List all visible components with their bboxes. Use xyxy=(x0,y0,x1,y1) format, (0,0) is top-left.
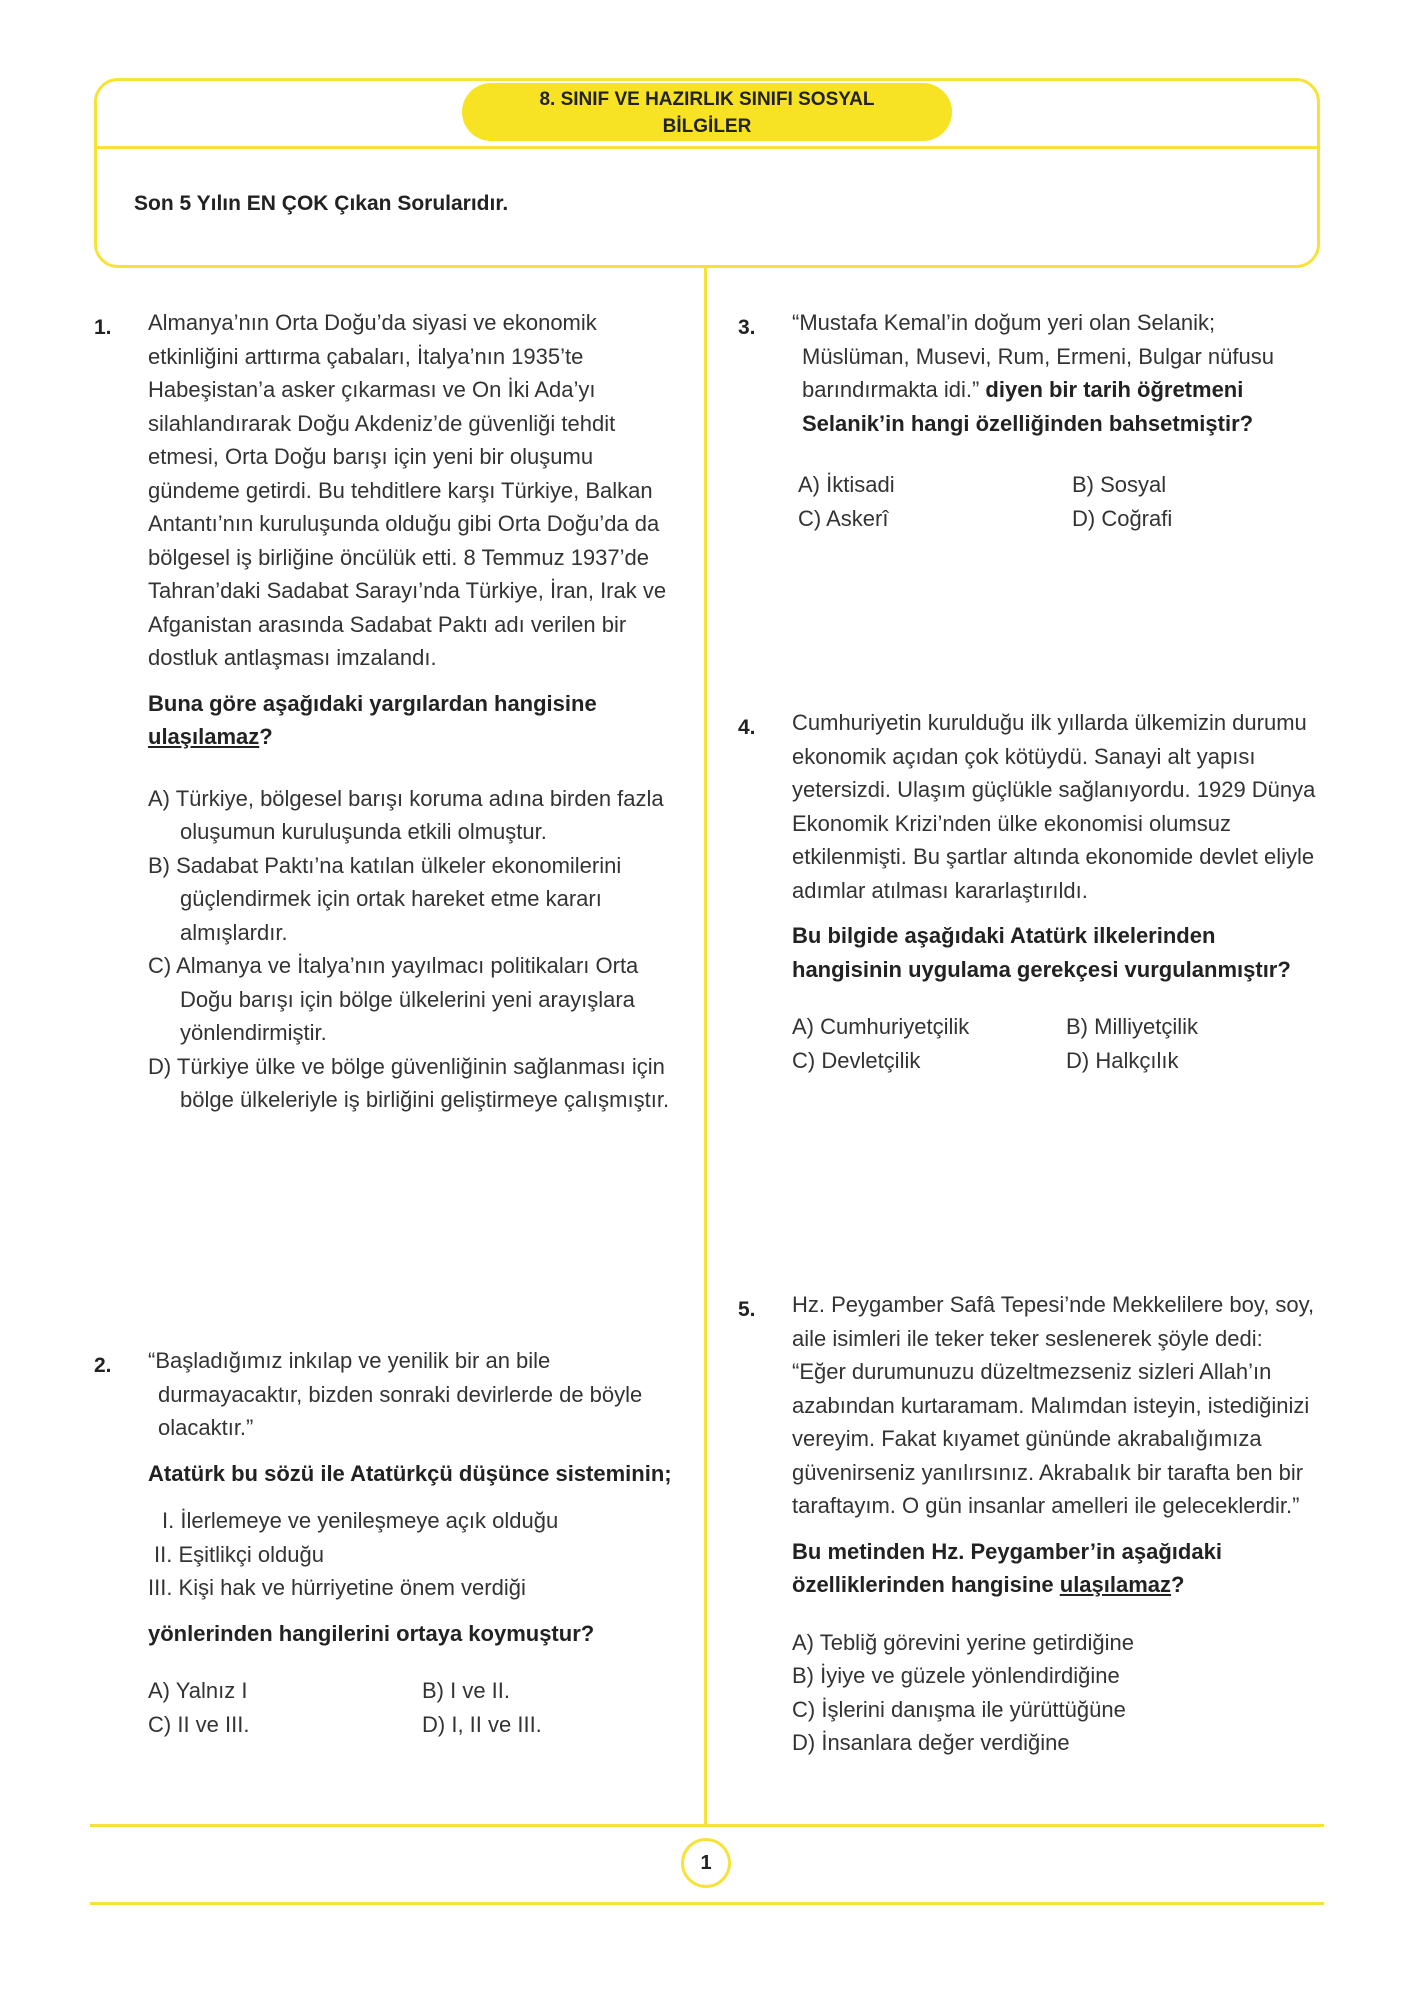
question-1-options xyxy=(148,782,678,1117)
footer-line-top xyxy=(90,1824,1324,1827)
question-2-prompt-2: yönlerinden hangilerini ortaya koymuştur? xyxy=(148,1620,595,1646)
question-5-prompt: Bu metinden Hz. Peygamber’in aşağıdaki özelliklerinden hangisine ulaşılamaz? xyxy=(792,1538,1222,1597)
header-divider xyxy=(94,146,1320,149)
question-3-number: 3. xyxy=(738,316,756,339)
question-5-text: Hz. Peygamber Safâ Tepesi’nde Mekkelilere boy, soy, aile isimleri ile teker teker seslenerek şöyle dedi: “Eğer durumunuzu düzeltmezseniz sizleri Allah’ın azabından kurtaramam. Malımdan isteyin, istediğinizi vereyim. Fakat kıyamet gününde akrabalığımıza güvenirseniz yanılırsınız. Akrabalık bir tarafta ben bir taraftayım. O gün insanlar amelleri ile geleceklerdir.” xyxy=(792,1292,1315,1518)
question-2-text: “Başladığımız inkılap ve yenilik bir an bile durmayacaktır, bizden sonraki devirlerde de böyle olacaktır.” xyxy=(148,1348,643,1440)
question-2-item-1: I. İlerlemeye ve yenileşmeye açık olduğu xyxy=(162,1508,559,1533)
question-2-option-c[interactable]: C) II ve III. xyxy=(148,1711,250,1737)
page-number: 1 xyxy=(681,1838,731,1888)
question-1 xyxy=(148,306,678,1117)
question-2-option-b[interactable]: B) I ve II. xyxy=(422,1678,511,1703)
question-3-stem xyxy=(792,306,1322,440)
page-title xyxy=(462,83,952,141)
question-5-number: 5. xyxy=(738,1298,756,1321)
question-2-option-d[interactable]: D) I, II ve III. xyxy=(422,1711,542,1737)
question-4-text: Cumhuriyetin kurulduğu ilk yıllarda ülkemizin durumu ekonomik açıdan çok kötüydü. Sanayi alt yapısı yetersizdi. Ulaşım güçlükle sağlanıyordu. 1929 Dünya Ekonomik Krizi’nden ülke ekonomisi olumsuz etkilenmişti. Bu şartlar altında ekonomide devlet eliyle adımlar atılması kararlaştırıldı. xyxy=(792,710,1316,903)
question-5-options xyxy=(792,1626,1322,1760)
question-2-item-3: III. Kişi hak ve hürriyetine önem verdiği xyxy=(148,1575,526,1600)
question-3-prompt: diyen bir tarih öğretmeni Selanik’in hangi özelliğinden bahsetmiştir? xyxy=(802,377,1254,436)
question-5-option-b[interactable]: B) İyiye ve güzele yönlendirdiğine xyxy=(792,1663,1120,1688)
question-5 xyxy=(792,1288,1322,1760)
question-4-option-b[interactable]: B) Milliyetçilik xyxy=(1066,1014,1198,1039)
question-2-number: 2. xyxy=(94,1354,112,1377)
question-4-option-c[interactable]: C) Devletçilik xyxy=(792,1047,921,1073)
question-1-option-b[interactable]: B) Sadabat Paktı’na katılan ülkeler ekonomilerini güçlendirmek için ortak hareket etme kararı almışlardır. xyxy=(148,852,622,945)
question-3-option-c[interactable]: C) Askerî xyxy=(798,505,889,531)
question-4-options xyxy=(792,1010,1322,1077)
title-line-2: BİLGİLER xyxy=(662,116,752,137)
question-3-option-b[interactable]: B) Sosyal xyxy=(1072,472,1167,497)
question-2-prompt: Atatürk bu sözü ile Atatürkçü düşünce sisteminin; xyxy=(148,1460,672,1486)
question-1-number: 1. xyxy=(94,316,112,339)
question-1-text: Almanya’nın Orta Doğu’da siyasi ve ekonomik etkinliğini arttırma çabaları, İtalya’nın 1935’te Habeşistan’a asker çıkarması ve On İki Ada’yı silahlandırarak Doğu Akdeniz’de güvenliği tehdit etmesi, Orta Doğu barışı için yeni bir oluşumu gündeme getirdi. Bu tehditlere karşı Türkiye, Balkan Antantı’nın kuruluşunda olduğu gibi Orta Doğu’da da bölgesel iş birliğine öncülük etti. 8 Temmuz 1937’de Tahran’daki Sadabat Sarayı’nda Türkiye, İran, Irak ve Afganistan arasında Sadabat Paktı adı verilen bir dostluk antlaşması imzalandı. xyxy=(148,310,667,670)
title-line-1: 8. SINIF VE HAZIRLIK SINIFI SOSYAL xyxy=(539,89,875,110)
subtitle: Son 5 Yılın EN ÇOK Çıkan Sorularıdır. xyxy=(134,192,509,215)
question-4-prompt: Bu bilgide aşağıdaki Atatürk ilkelerinden hangisinin uygulama gerekçesi vurgulanmıştır? xyxy=(792,923,1291,982)
question-3 xyxy=(792,306,1322,535)
column-divider xyxy=(704,268,707,1824)
question-4-option-a[interactable]: A) Cumhuriyetçilik xyxy=(792,1014,970,1039)
question-4-option-d[interactable]: D) Halkçılık xyxy=(1066,1047,1179,1073)
question-3-options xyxy=(792,468,1322,535)
question-2-items xyxy=(148,1504,678,1605)
question-3-quote: “Mustafa Kemal’in doğum yeri olan Selanik; Müslüman, Musevi, Rum, Ermeni, Bulgar nüfusu barındırmakta idi.” xyxy=(792,310,1274,402)
question-5-option-d[interactable]: D) İnsanlara değer verdiğine xyxy=(792,1730,1070,1755)
question-1-option-d[interactable]: D) Türkiye ülke ve bölge güvenliğinin sağlanması için bölge ülkeleriyle iş birliğini geliştirmeye çalışmıştır. xyxy=(148,1053,670,1112)
question-3-option-a[interactable]: A) İktisadi xyxy=(798,472,895,497)
question-3-option-d[interactable]: D) Coğrafi xyxy=(1072,505,1173,531)
question-2-options xyxy=(148,1674,678,1741)
question-2-option-a[interactable]: A) Yalnız I xyxy=(148,1678,248,1703)
question-1-prompt: Buna göre aşağıdaki yargılardan hangisine ulaşılamaz? xyxy=(148,690,597,749)
question-1-option-a[interactable]: A) Türkiye, bölgesel barışı koruma adına birden fazla oluşumun kuruluşunda etkili olmuştur. xyxy=(148,785,664,844)
footer-line-bottom xyxy=(90,1902,1324,1905)
question-4 xyxy=(792,706,1322,1077)
question-4-number: 4. xyxy=(738,716,756,739)
question-1-option-c[interactable]: C) Almanya ve İtalya’nın yayılmacı politikaları Orta Doğu barışı için bölge ülkelerini yeni arayışlara yönlendirmiştir. xyxy=(148,953,639,1045)
question-5-option-c[interactable]: C) İşlerini danışma ile yürüttüğüne xyxy=(792,1696,1126,1722)
question-2-item-2: II. Eşitlikçi olduğu xyxy=(154,1541,324,1567)
question-2 xyxy=(148,1344,678,1741)
question-5-option-a[interactable]: A) Tebliğ görevini yerine getirdiğine xyxy=(792,1629,1135,1655)
